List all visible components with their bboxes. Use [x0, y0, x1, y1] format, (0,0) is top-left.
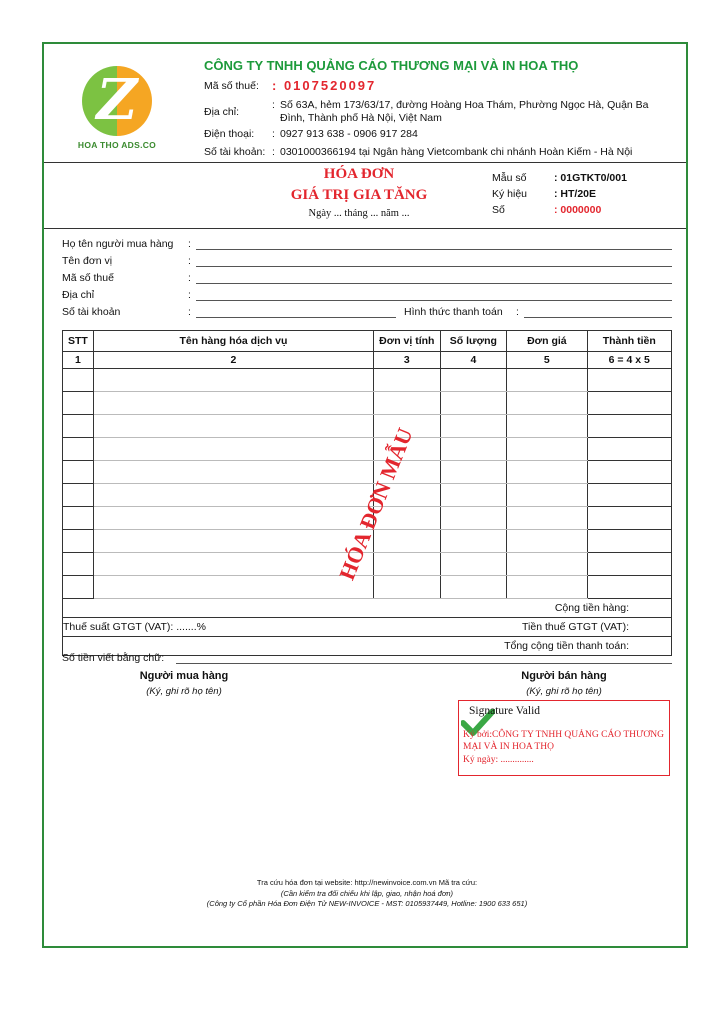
vat-amount-label: Tiền thuế GTGT (VAT):: [522, 621, 629, 633]
payment-field[interactable]: [524, 317, 672, 318]
table-cell[interactable]: [507, 530, 587, 553]
digital-signature-box: [458, 700, 670, 776]
table-cell[interactable]: [587, 461, 671, 484]
address-line1: Số 63A, hẻm 173/63/17, đường Hoàng Hoa Thám, Phường Ngọc Hà, Quận Ba: [280, 99, 649, 111]
table-row: [63, 576, 672, 599]
title-divider: [44, 228, 686, 229]
table-cell[interactable]: [587, 415, 671, 438]
buyer-sign-note: (Ký, ghi rõ họ tên): [146, 686, 222, 697]
logo-text: HOA THO ADS.CO: [77, 140, 157, 150]
tax-label: Mã số thuế:: [204, 80, 259, 92]
table-row: [63, 369, 672, 392]
signed-by-text: Ký bởi:CÔNG TY TNHH QUẢNG CÁO THƯƠNG MẠI VÀ IN HOA THỌ: [463, 730, 664, 752]
table-cell[interactable]: [440, 576, 507, 599]
table-cell[interactable]: [587, 369, 671, 392]
table-cell[interactable]: [507, 507, 587, 530]
table-cell[interactable]: [63, 484, 94, 507]
table-row: [63, 415, 672, 438]
table-cell[interactable]: [507, 576, 587, 599]
table-cell[interactable]: [63, 507, 94, 530]
table-cell[interactable]: [93, 369, 373, 392]
table-cell[interactable]: [63, 576, 94, 599]
company-logo: Z: [82, 66, 152, 136]
sample-stamp: HÓA ĐƠN MẪU: [334, 424, 418, 584]
unit-field[interactable]: [196, 266, 672, 267]
account-value: 0301000366194 tại Ngân hàng Vietcombank chi nhánh Hoàn Kiếm - Hà Nội: [280, 146, 633, 158]
table-cell[interactable]: [440, 415, 507, 438]
table-row: [63, 438, 672, 461]
table-cell[interactable]: [507, 553, 587, 576]
table-cell[interactable]: [440, 553, 507, 576]
seller-sign-title: Người bán hàng: [521, 670, 607, 682]
table-cell[interactable]: [63, 461, 94, 484]
total-row: Tổng cộng tiền thanh toán:: [63, 637, 672, 656]
table-cell[interactable]: [63, 553, 94, 576]
col-header: Đơn giá: [507, 331, 587, 352]
table-cell[interactable]: [93, 553, 373, 576]
table-header-row: [63, 331, 672, 352]
form-label: Mẫu số: [492, 172, 527, 184]
table-cell[interactable]: [63, 530, 94, 553]
buyer-name-label: Họ tên người mua hàng: [62, 238, 174, 250]
table-cell[interactable]: [63, 438, 94, 461]
col-header: Thành tiền: [587, 331, 671, 352]
col-header: Số lượng: [440, 331, 507, 352]
payment-label: Hình thức thanh toán: [404, 306, 503, 318]
col-header: STT: [63, 331, 94, 352]
symbol-label: Ký hiệu: [492, 188, 528, 200]
table-cell[interactable]: [507, 369, 587, 392]
table-cell[interactable]: [587, 507, 671, 530]
tax-value: : 0107520097: [272, 78, 377, 93]
buyer-account-label: Số tài khoản: [62, 306, 121, 318]
amount-words-field[interactable]: [176, 663, 672, 664]
table-cell[interactable]: [440, 438, 507, 461]
table-cell[interactable]: [587, 392, 671, 415]
company-name: CÔNG TY TNHH QUẢNG CÁO THƯƠNG MẠI VÀ IN HOA THỌ: [204, 58, 579, 73]
table-cell[interactable]: [374, 392, 441, 415]
table-cell[interactable]: [587, 553, 671, 576]
table-index-row: 1 2 3 4 5 6 = 4 x 5: [63, 352, 672, 369]
col-header: Tên hàng hóa dịch vụ: [93, 331, 373, 352]
table-cell[interactable]: [374, 369, 441, 392]
address-line2: Đình, Thành phố Hà Nội, Việt Nam: [280, 112, 442, 124]
buyer-name-field[interactable]: [196, 249, 672, 250]
account-label: Số tài khoản:: [204, 146, 266, 158]
buyer-account-field[interactable]: [196, 317, 396, 318]
footer-provider: (Công ty Cổ phần Hóa Đơn Điện Tử NEW-INVOICE - MST: 0105937449, Hotline: 1900 633 651): [206, 899, 528, 908]
table-cell[interactable]: [587, 530, 671, 553]
sign-date-text: Ký ngày: ..............: [463, 755, 534, 765]
table-cell[interactable]: [93, 415, 373, 438]
footer-lookup: Tra cứu hóa đơn tại website: http://newinvoice.com.vn Mã tra cứu:: [256, 878, 478, 887]
table-cell[interactable]: [93, 530, 373, 553]
table-row: [63, 461, 672, 484]
unit-label: Tên đơn vị: [62, 255, 113, 267]
table-row: [63, 392, 672, 415]
table-cell[interactable]: [93, 392, 373, 415]
table-cell[interactable]: [507, 438, 587, 461]
table-cell[interactable]: [93, 438, 373, 461]
table-cell[interactable]: [374, 530, 441, 553]
table-cell[interactable]: [374, 553, 441, 576]
invoice-date: Ngày ... tháng ... năm ...: [308, 208, 410, 219]
table-cell[interactable]: [63, 415, 94, 438]
amount-words-label: Số tiền viết bằng chữ:: [62, 652, 165, 664]
phone-value: 0927 913 638 - 0906 917 284: [280, 128, 418, 140]
buyer-tax-label: Mã số thuế: [62, 272, 114, 284]
table-cell[interactable]: [507, 461, 587, 484]
number-value: : 0000000: [554, 204, 602, 216]
buyer-tax-field[interactable]: [196, 283, 672, 284]
table-cell[interactable]: [587, 484, 671, 507]
address-label: Địa chỉ:: [204, 106, 240, 118]
table-cell[interactable]: [440, 392, 507, 415]
invoice-page: Z HOA THO ADS.CO CÔNG TY TNHH QUẢNG CÁO THƯƠNG MẠI VÀ IN HOA THỌ Mã số thuế: : 0107520097 Địa chỉ: : Số 63A, hẻm 173/63/17, đường Hoàng Hoa Thám, Phường Ngọc Hà, Quận Ba Đình, Thành phố Hà Nội, Việt Nam Điện thoại: : 0927 913 638 - 0906 917 284 Số tài khoản: : 0301000366194 tại Ngân hàng Vietcombank chi nhánh Hoàn Kiếm - Hà Nội HÓA ĐƠN GIÁ TRỊ GIA TĂNG Ngày ... tháng ... năm ... Mẫu số : 01GTKT0/001 Ký hiệu : HT/20E Số : 0000000 Họ tên người mua hàng : Tên đơn vị : Mã số thuế : Địa chỉ : Số tài khoản : Hình thức thanh toán : STT Tên hàng hóa dịch vụ Đơn vị tính Số lượng Đơn giá Thành tiền 1 2 3 4 5 6 = 4 x 5 Cộng tiền hàng: Thuế suất GTGT (VAT): .......% Tiền thuế GTGT (VAT): Tổng cộng tiền thanh toán: HÓA ĐƠN MẪU Số tiền viết bằng chữ: Người mua hàng (Ký, ghi rõ họ tên) Người bán hàng (Ký, ghi rõ họ tên) Signature Valid Ký bởi:CÔNG TY TNHH QUẢNG CÁO THƯƠNG MẠI VÀ IN HOA THỌ Ký ngày: .............. Tra cứu hóa đơn tại website: http://newinvoice.com.vn Mã tra cứu: (Cần kiểm tra đối chiếu khi lập, giao, nhận hoá đơn) (Công ty Cổ phần Hóa Đơn Điện Tử NEW-INVOICE - MST: 0105937449, Hotline: 1900 633 651): [42, 42, 688, 948]
subtotal-row: Cộng tiền hàng:: [63, 599, 672, 618]
table-cell[interactable]: [440, 461, 507, 484]
footer-note: (Cần kiểm tra đối chiếu khi lập, giao, nhận hoá đơn): [280, 889, 454, 898]
table-cell[interactable]: [440, 530, 507, 553]
number-label: Số: [492, 204, 505, 216]
table-cell[interactable]: [507, 484, 587, 507]
table-cell[interactable]: [587, 576, 671, 599]
buyer-address-field[interactable]: [196, 300, 672, 301]
form-value: : 01GTKT0/001: [554, 172, 627, 184]
seller-sign-note: (Ký, ghi rõ họ tên): [526, 686, 602, 697]
buyer-address-label: Địa chỉ: [62, 289, 95, 301]
table-cell[interactable]: [93, 484, 373, 507]
table-cell[interactable]: [587, 438, 671, 461]
invoice-subtitle: GIÁ TRỊ GIA TĂNG: [290, 187, 428, 203]
table-cell[interactable]: [93, 461, 373, 484]
table-cell[interactable]: [374, 576, 441, 599]
table-cell[interactable]: [507, 392, 587, 415]
table-cell[interactable]: [440, 484, 507, 507]
table-cell[interactable]: [507, 415, 587, 438]
invoice-title: HÓA ĐƠN: [323, 166, 395, 182]
table-cell[interactable]: [93, 507, 373, 530]
symbol-value: : HT/20E: [554, 188, 597, 200]
vat-rate-label: Thuế suất GTGT (VAT): .......%: [63, 621, 206, 633]
table-cell[interactable]: [440, 507, 507, 530]
header-divider: [44, 162, 686, 163]
col-header: Đơn vị tính: [374, 331, 441, 352]
buyer-sign-title: Người mua hàng: [139, 670, 229, 682]
table-cell[interactable]: [93, 576, 373, 599]
vat-row: [63, 618, 672, 637]
signature-valid-text: Signature Valid: [469, 705, 541, 717]
table-cell[interactable]: [440, 369, 507, 392]
table-cell[interactable]: [63, 369, 94, 392]
table-cell[interactable]: [63, 392, 94, 415]
phone-label: Điện thoại:: [204, 128, 255, 140]
